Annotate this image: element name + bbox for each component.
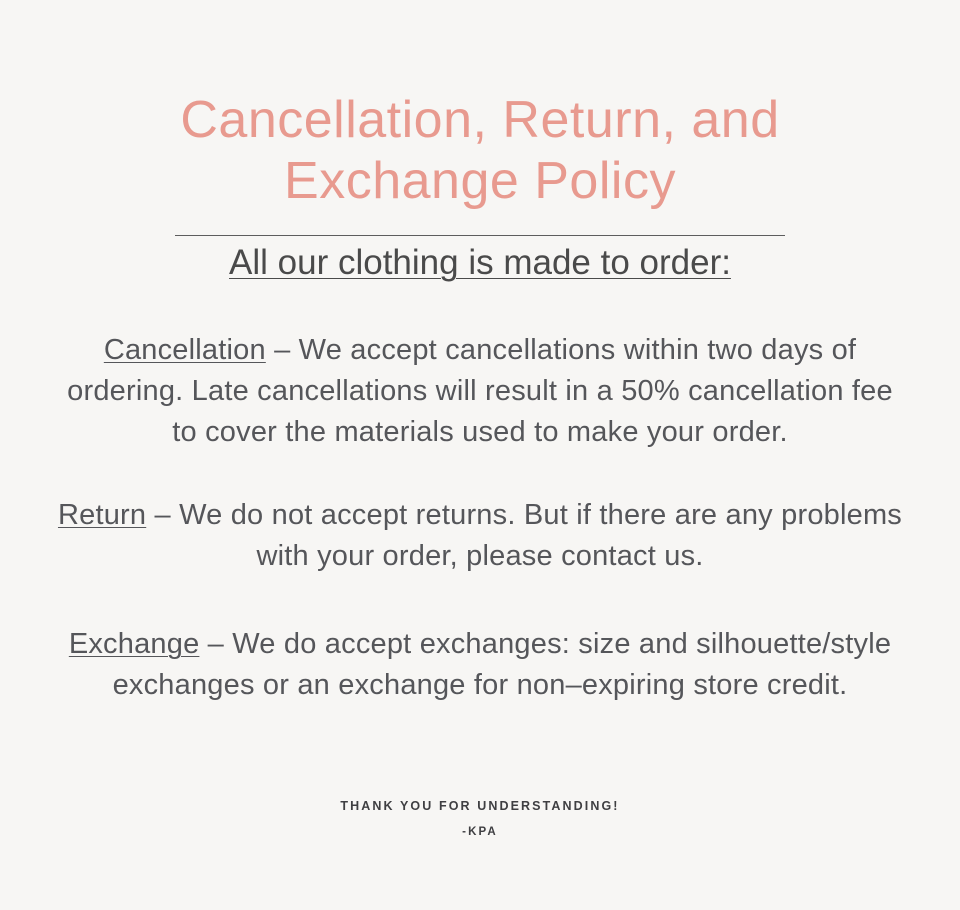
page-title: Cancellation, Return, and Exchange Policy — [180, 91, 780, 211]
policy-body-exchange: We do accept exchanges: size and silhouette/style exchanges or an exchange for non–expiring store credit. — [112, 627, 892, 701]
policy-body-cancellation: We accept cancellations within two days of ordering. Late cancellations will result in a 50% cancellation fee to cover the materials used to make your order. — [67, 333, 893, 449]
thank-you-note: THANK YOU FOR UNDERSTANDING! — [340, 799, 620, 813]
policy-section-cancellation — [52, 330, 908, 454]
policy-dash-return: – — [146, 499, 180, 532]
policy-section-return — [52, 495, 908, 577]
signature: -KPA — [462, 826, 498, 838]
document-footer — [0, 799, 960, 838]
policy-term-cancellation: Cancellation — [103, 333, 266, 366]
policy-term-return: Return — [57, 499, 147, 532]
policy-body-return: We do not accept returns. But if there are any problems with your order, please contact us. — [179, 499, 903, 573]
policy-dash-exchange: – — [199, 627, 233, 660]
policy-section-exchange — [52, 624, 908, 706]
title-divider — [175, 235, 785, 236]
policy-dash-cancellation: – — [265, 333, 299, 366]
policy-term-exchange: Exchange — [68, 627, 200, 660]
document-subtitle: All our clothing is made to order: — [229, 242, 731, 282]
